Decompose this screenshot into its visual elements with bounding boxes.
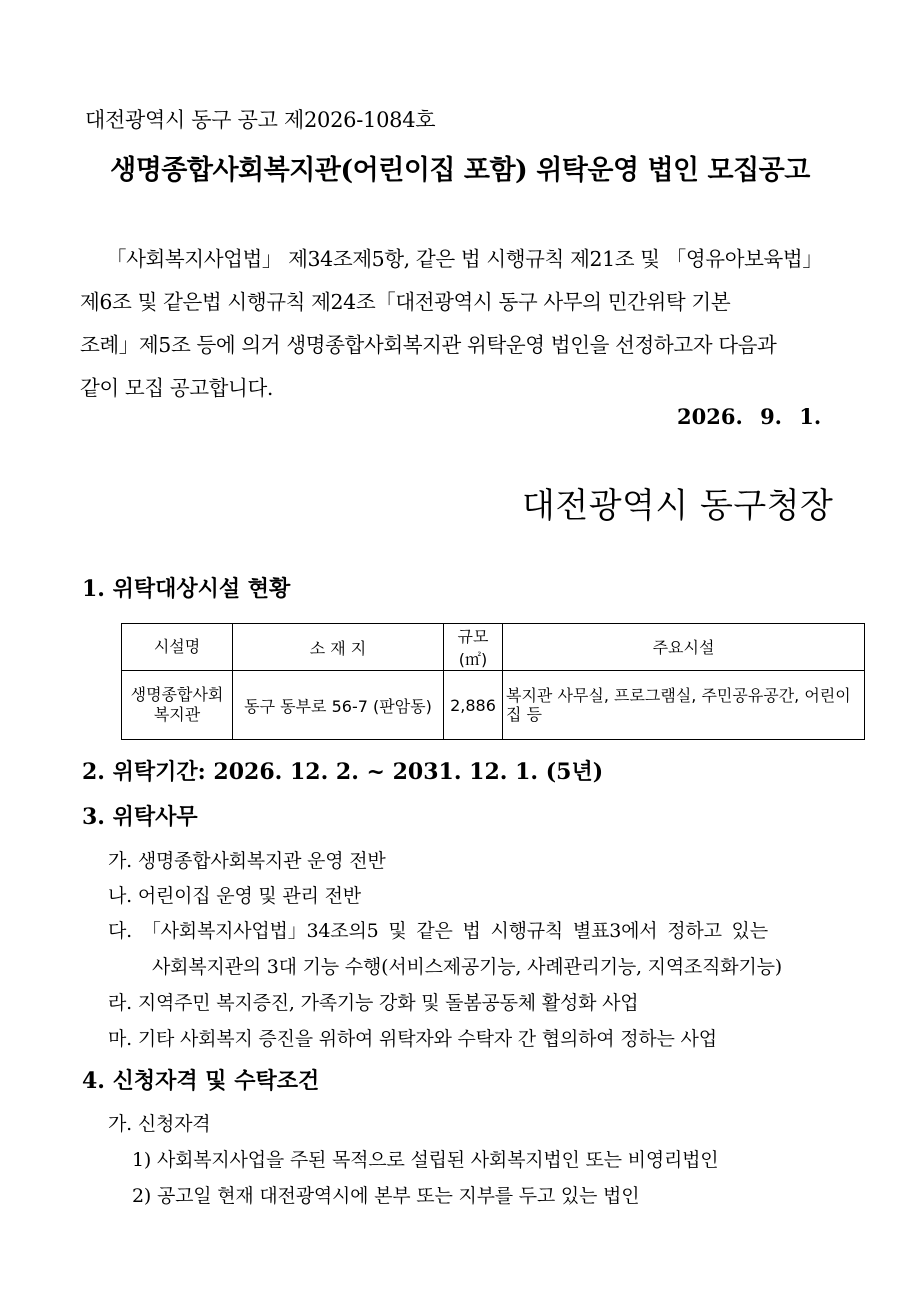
intro-line: 제6조 및 같은법 시행규칙 제24조「대전광역시 동구 사무의 민간위탁 기본 — [80, 290, 731, 314]
section-3-heading: 3. 위탁사무 — [82, 804, 198, 830]
notice-number: 대전광역시 동구 공고 제2026-1084호 — [85, 108, 436, 132]
facility-name-cell: 생명종합사회복지관 — [122, 671, 233, 740]
list-item: 가. 생명종합사회복지관 운영 전반 — [108, 850, 386, 872]
facility-main-facilities-cell: 복지관 사무실, 프로그램실, 주민공유공간, 어린이집 등 — [503, 671, 865, 740]
intro-line: 「사회복지사업법」 제34조제5항, 같은 법 시행규칙 제21조 및 「영유아보육법」 — [106, 247, 823, 271]
facility-table — [121, 623, 865, 740]
column-header-area: 규모(㎡) — [444, 624, 503, 671]
list-item: 마. 기타 사회복지 증진을 위하여 위탁자와 수탁자 간 협의하여 정하는 사업 — [108, 1028, 717, 1050]
list-item: 나. 어린이집 운영 및 관리 전반 — [108, 885, 361, 907]
table-row — [122, 671, 865, 740]
document-title: 생명종합사회복지관(어린이집 포함) 위탁운영 법인 모집공고 — [110, 155, 810, 186]
list-item-continuation: 사회복지관의 3대 기능 수행(서비스제공기능, 사례관리기능, 지역조직화기능) — [152, 956, 782, 978]
intro-line: 조례」제5조 등에 의거 생명종합사회복지관 위탁운영 법인을 선정하고자 다음과 — [80, 333, 777, 357]
section-1-heading: 1. 위탁대상시설 현황 — [82, 576, 291, 602]
table-header-row — [122, 624, 865, 671]
list-item: 다. 「사회복지사업법」34조의5 및 같은 법 시행규칙 별표3에서 정하고 있는 — [108, 920, 768, 942]
issuer-name: 대전광역시 동구청장 — [522, 486, 834, 526]
list-item: 라. 지역주민 복지증진, 가족기능 강화 및 돌봄공동체 활성화 사업 — [108, 992, 639, 1014]
intro-line: 같이 모집 공고합니다. — [80, 376, 273, 400]
sub-heading: 가. 신청자격 — [108, 1113, 211, 1135]
list-item: 2) 공고일 현재 대전광역시에 본부 또는 지부를 두고 있는 법인 — [132, 1185, 640, 1207]
section-4-heading: 4. 신청자격 및 수탁조건 — [82, 1068, 320, 1094]
facility-location-cell: 동구 동부로 56-7 (판암동) — [233, 671, 444, 740]
intro-paragraph — [80, 238, 850, 410]
facility-area-cell: 2,886 — [444, 671, 503, 740]
section-2-heading: 2. 위탁기간: 2026. 12. 2. ~ 2031. 12. 1. (5년) — [82, 759, 604, 785]
column-header-facilities: 주요시설 — [503, 624, 865, 671]
list-item: 1) 사회복지사업을 주된 목적으로 설립된 사회복지법인 또는 비영리법인 — [132, 1149, 719, 1171]
column-header-name: 시설명 — [122, 624, 233, 671]
notice-date: 2026. 9. 1. — [677, 404, 822, 429]
column-header-location: 소 재 지 — [233, 624, 444, 671]
